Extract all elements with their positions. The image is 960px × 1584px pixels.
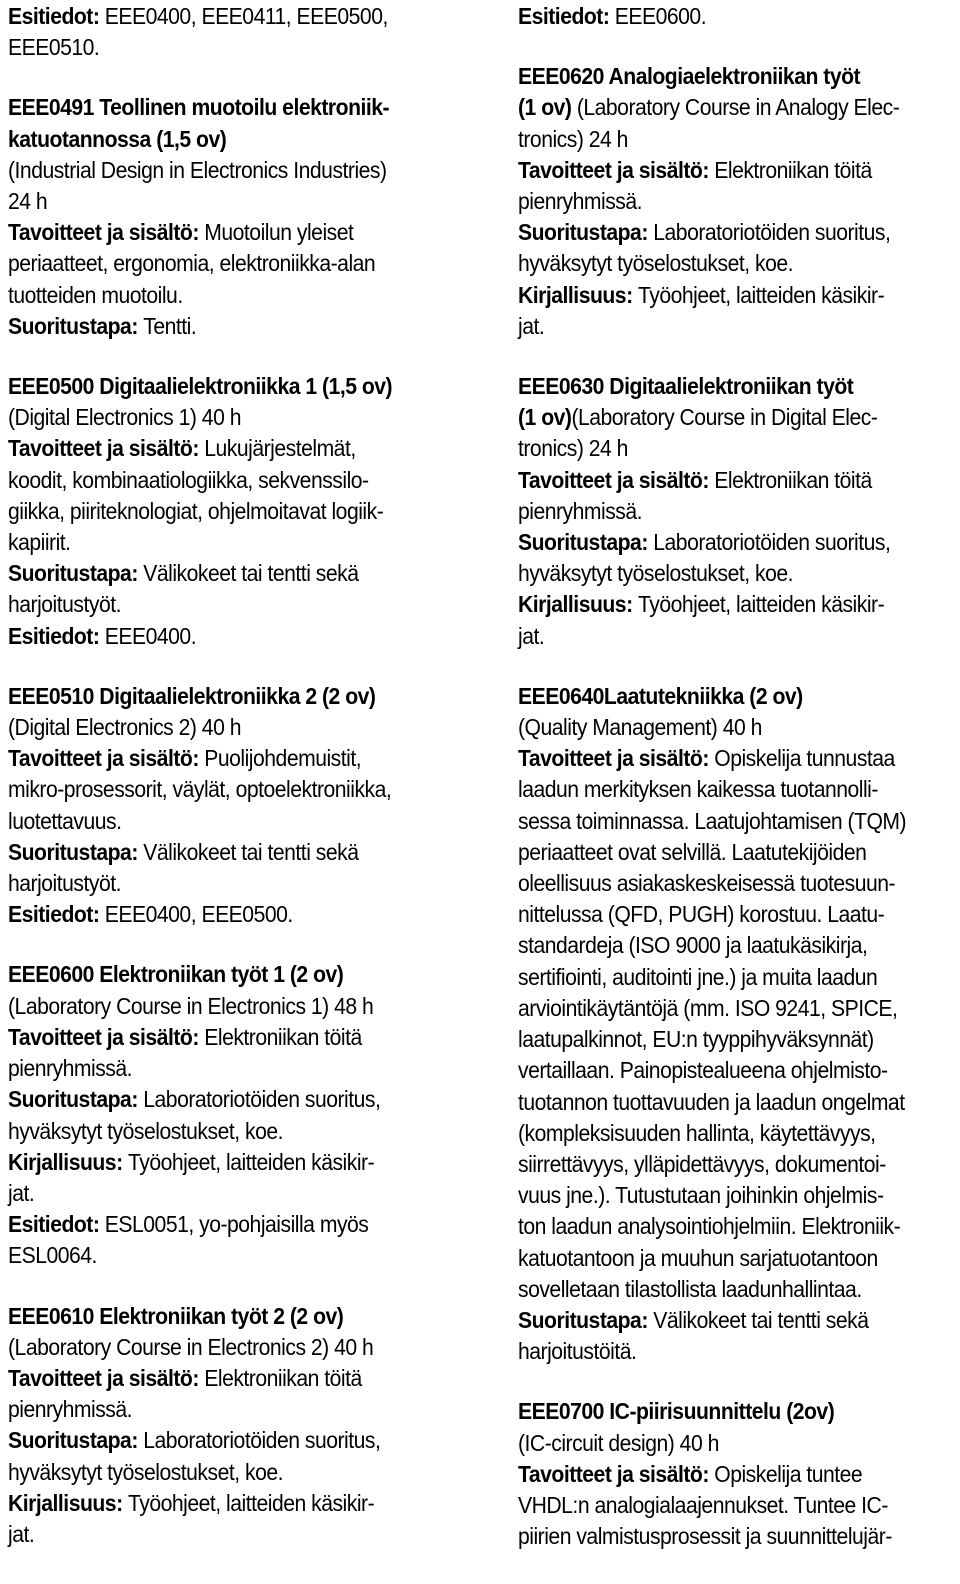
text-line (518, 124, 909, 155)
text-run: pienryhmissä. (518, 188, 643, 215)
text-line (8, 1022, 399, 1053)
right-column (518, 0, 952, 1584)
bold-label: (1 ov) (518, 94, 577, 121)
text-run: EEE0400. (104, 622, 197, 649)
text-line (518, 1336, 909, 1367)
text-line (518, 92, 909, 123)
course-title (518, 1396, 909, 1427)
text-run: piirien valmistusprosessit ja suunnittelujär- (518, 1523, 892, 1550)
text-run: (Laboratory Course in Digital Elec- (571, 404, 878, 431)
bold-label: Suoritustapa: (8, 1086, 144, 1113)
course-title (8, 681, 399, 712)
bold-label: EEE0700 IC-piirisuunnittelu (2ov) (518, 1398, 835, 1425)
text-line (518, 1087, 909, 1118)
bold-label: Kirjallisuus: (518, 591, 639, 618)
text-run: Työohjeet, laitteiden käsikir- (128, 1148, 375, 1175)
text-run: Elektroniikan töitä (204, 1023, 362, 1050)
left-column (8, 0, 442, 1584)
text-run: hyväksytyt työselostukset, koe. (8, 1117, 284, 1144)
text-run: Laboratoriotöiden suoritus, (143, 1427, 381, 1454)
text-run: (Industrial Design in Electronics Industries) (8, 156, 387, 183)
text-run: siirrettävyys, ylläpidettävyys, dokumentoi- (518, 1150, 886, 1177)
text-line (8, 1209, 399, 1240)
text-run: tuotannon tuottavuuden ja laadun ongelmat (518, 1088, 905, 1115)
text-line (518, 1459, 909, 1490)
bold-label: Suoritustapa: (518, 1306, 654, 1333)
text-line (518, 837, 909, 868)
text-line (8, 1053, 399, 1084)
text-run: periaatteet ovat selvillä. Laatutekijöiden (518, 838, 867, 865)
text-line (8, 743, 399, 774)
text-run: hyväksytyt työselostukset, koe. (518, 250, 794, 277)
text-line (8, 186, 399, 217)
text-line (518, 402, 909, 433)
text-run: ESL0051, yo-pohjaisilla myös (104, 1211, 369, 1238)
text-line (518, 217, 909, 248)
text-run: sertifiointi, auditointi jne.) ja muita laadun (518, 963, 878, 990)
bold-label: EEE0491 Teollinen muotoilu elektroniik- (8, 94, 390, 121)
bold-label: EEE0630 Digitaalielektroniikan työt (518, 373, 854, 400)
text-run: standardeja (ISO 9000 ja laatukäsikirja, (518, 932, 868, 959)
text-line (8, 124, 399, 155)
text-run: sessa toiminnassa. Laatujohtamisen (TQM) (518, 807, 907, 834)
text-run: Välikokeet tai tentti sekä (143, 838, 359, 865)
text-run: Laboratoriotöiden suoritus, (653, 529, 891, 556)
text-line (518, 1305, 909, 1336)
text-line (8, 621, 399, 652)
text-line (8, 868, 399, 899)
text-line (518, 962, 909, 993)
text-run: katuotantoon ja muuhun sarjatuotantoon (518, 1244, 878, 1271)
text-run: vertaillaan. Painopistealueena ohjelmisto- (518, 1057, 888, 1084)
text-line (8, 1240, 399, 1271)
text-line (518, 1024, 909, 1055)
text-run: pienryhmissä. (518, 497, 643, 524)
text-run: (kompleksisuuden hallinta, käytettävyys, (518, 1119, 876, 1146)
text-line (518, 1521, 909, 1552)
text-run: sovelletaan tilastollista laadunhallintaa. (518, 1275, 862, 1302)
text-run: Välikokeet tai tentti sekä (143, 560, 359, 587)
text-line (518, 1180, 909, 1211)
course-title (8, 92, 399, 123)
text-run: Muotoilun yleiset (204, 219, 354, 246)
text-line (518, 1428, 909, 1459)
text-run: laatupalkinnot, EU:n tyyppihyväksynnät) (518, 1026, 874, 1053)
text-line (8, 899, 399, 930)
text-run: jat. (8, 1520, 35, 1547)
text-line (518, 774, 909, 805)
course-entry (8, 959, 442, 1271)
bold-label: EEE0620 Analogiaelektroniikan työt (518, 63, 861, 90)
bold-label: Esitiedot: (8, 901, 105, 928)
text-line (8, 155, 399, 186)
text-run: pienryhmissä. (8, 1055, 133, 1082)
text-line (8, 1363, 399, 1394)
bold-label: Tavoitteet ja sisältö: (518, 466, 715, 493)
bold-label: Tavoitteet ja sisältö: (518, 156, 715, 183)
text-line (518, 1243, 909, 1274)
text-line (8, 774, 399, 805)
text-run: ESL0064. (8, 1242, 97, 1269)
course-entry (518, 681, 952, 1367)
text-line (8, 1178, 399, 1209)
text-run: kapiirit. (8, 529, 71, 556)
text-run: EEE0510. (8, 34, 100, 61)
text-run: (Digital Electronics 2) 40 h (8, 714, 242, 741)
text-line (8, 280, 399, 311)
bold-label: Tavoitteet ja sisältö: (8, 219, 205, 246)
bold-label: EEE0640Laatutekniikka (2 ov) (518, 682, 803, 709)
text-line (8, 558, 399, 589)
text-line (518, 1, 909, 32)
text-run: harjoitustöitä. (518, 1338, 637, 1365)
text-run: Laboratoriotöiden suoritus, (653, 219, 891, 246)
text-line (8, 527, 399, 558)
text-run: jat. (518, 622, 545, 649)
text-line (8, 1488, 399, 1519)
text-run: (Laboratory Course in Electronics 2) 40 h (8, 1333, 374, 1360)
course-entry (518, 371, 952, 652)
text-line (8, 1, 399, 32)
bold-label: EEE0510 Digitaalielektroniikka 2 (2 ov) (8, 682, 376, 709)
text-run: periaatteet, ergonomia, elektroniikka-alan (8, 250, 376, 277)
bold-label: Tavoitteet ja sisältö: (8, 435, 205, 462)
text-run: Työohjeet, laitteiden käsikir- (638, 591, 885, 618)
text-run: jat. (518, 312, 545, 339)
text-line (518, 1211, 909, 1242)
course-entry (8, 92, 442, 342)
bold-label: Tavoitteet ja sisältö: (8, 1023, 205, 1050)
text-run: EEE0600. (614, 3, 707, 29)
text-line (518, 712, 909, 743)
text-line (8, 1425, 399, 1456)
text-run: Työohjeet, laitteiden käsikir- (638, 281, 885, 308)
text-run: Opiskelija tunnustaa (714, 745, 895, 772)
course-entry (8, 1301, 442, 1551)
text-run: Välikokeet tai tentti sekä (653, 1306, 869, 1333)
text-line (8, 991, 399, 1022)
course-entry (8, 681, 442, 931)
text-run: vuus jne.). Tutustutaan joihinkin ohjelmis- (518, 1182, 884, 1209)
text-run: nittelussa (QFD, PUGH) korostuu. Laatu- (518, 901, 885, 928)
text-run: hyväksytyt työselostukset, koe. (8, 1458, 284, 1485)
text-line (8, 465, 399, 496)
course-entry (518, 61, 952, 342)
text-line (518, 311, 909, 342)
bold-label: Esitiedot: (8, 622, 105, 649)
bold-label: (1 ov) (518, 404, 572, 431)
text-line (8, 311, 399, 342)
bold-label: Tavoitteet ja sisältö: (518, 1460, 715, 1487)
bold-label: katuotannossa (1,5 ov) (8, 125, 227, 152)
text-run: jat. (8, 1179, 35, 1206)
text-line (518, 527, 909, 558)
text-run: Elektroniikan töitä (714, 156, 872, 183)
continued-text (518, 1, 952, 32)
text-line (518, 248, 909, 279)
text-line (518, 743, 909, 774)
text-run: EEE0400, EEE0500. (104, 901, 293, 928)
bold-label: Esitiedot: (8, 3, 105, 29)
bold-label: Esitiedot: (8, 1211, 105, 1238)
text-run: arviointikäytäntöjä (mm. ISO 9241, SPICE, (518, 994, 898, 1021)
text-line (8, 837, 399, 868)
text-line (8, 1147, 399, 1178)
text-line (518, 589, 909, 620)
bold-label: Tavoitteet ja sisältö: (518, 745, 715, 772)
text-line (8, 496, 399, 527)
text-line (518, 496, 909, 527)
bold-label: EEE0610 Elektroniikan työt 2 (2 ov) (8, 1302, 344, 1329)
bold-label: Esitiedot: (518, 3, 615, 29)
text-line (518, 155, 909, 186)
course-title (518, 681, 909, 712)
bold-label: Suoritustapa: (8, 1427, 144, 1454)
text-run: (Laboratory Course in Analogy Elec- (576, 94, 900, 121)
text-line (518, 558, 909, 589)
text-line (8, 1394, 399, 1425)
text-run: (Laboratory Course in Electronics 1) 48 h (8, 992, 374, 1019)
continued-text (8, 1, 442, 63)
text-run: harjoitustyöt. (8, 870, 121, 897)
text-run: oleellisuus asiakaskeskeisessä tuotesuun- (518, 870, 896, 897)
text-line (8, 1332, 399, 1363)
text-line (518, 1274, 909, 1305)
text-line (8, 806, 399, 837)
text-run: tuotteiden muotoilu. (8, 281, 183, 308)
text-run: Elektroniikan töitä (204, 1364, 362, 1391)
text-line (518, 1490, 909, 1521)
bold-label: Suoritustapa: (518, 219, 654, 246)
text-run: Tentti. (143, 312, 197, 339)
course-title (8, 1301, 399, 1332)
bold-label: Kirjallisuus: (8, 1148, 129, 1175)
text-run: tronics) 24 h (518, 125, 628, 152)
text-run: Lukujärjestelmät, (204, 435, 356, 462)
text-line (8, 1084, 399, 1115)
text-run: ton laadun analysointiohjelmiin. Elektroniik- (518, 1213, 901, 1240)
bold-label: Kirjallisuus: (518, 281, 639, 308)
text-run: EEE0400, EEE0411, EEE0500, (104, 3, 388, 29)
text-run: hyväksytyt työselostukset, koe. (518, 560, 794, 587)
text-line (8, 712, 399, 743)
text-line (518, 899, 909, 930)
text-run: tronics) 24 h (518, 435, 628, 462)
text-line (8, 217, 399, 248)
text-run: Puolijohdemuistit, (204, 745, 362, 772)
text-line (8, 1116, 399, 1147)
text-line (518, 993, 909, 1024)
text-line (518, 186, 909, 217)
text-line (8, 1457, 399, 1488)
text-line (8, 402, 399, 433)
course-title (8, 959, 399, 990)
text-run: Elektroniikan töitä (714, 466, 872, 493)
text-line (518, 806, 909, 837)
text-run: (Digital Electronics 1) 40 h (8, 404, 242, 431)
text-run: VHDL:n analogialaajennukset. Tuntee IC- (518, 1491, 888, 1518)
text-line (518, 1118, 909, 1149)
text-run: Opiskelija tuntee (714, 1460, 863, 1487)
text-line (8, 589, 399, 620)
text-run: Laboratoriotöiden suoritus, (143, 1086, 381, 1113)
bold-label: Suoritustapa: (8, 560, 144, 587)
course-entry (8, 371, 442, 652)
bold-label: Tavoitteet ja sisältö: (8, 1364, 205, 1391)
text-line (518, 280, 909, 311)
text-run: Työohjeet, laitteiden käsikir- (128, 1489, 375, 1516)
text-line (8, 248, 399, 279)
course-title (518, 371, 909, 402)
course-entry (518, 1396, 952, 1552)
text-line (518, 621, 909, 652)
text-line (518, 1055, 909, 1086)
text-line (8, 433, 399, 464)
text-run: (IC-circuit design) 40 h (518, 1429, 719, 1456)
text-line (8, 1519, 399, 1550)
bold-label: Suoritustapa: (8, 838, 144, 865)
course-title (518, 61, 909, 92)
bold-label: EEE0500 Digitaalielektroniikka 1 (1,5 ov) (8, 373, 393, 400)
bold-label: Kirjallisuus: (8, 1489, 129, 1516)
course-title (8, 371, 399, 402)
text-run: 24 h (8, 188, 48, 215)
bold-label: Suoritustapa: (518, 529, 654, 556)
text-line (518, 433, 909, 464)
text-line (518, 930, 909, 961)
text-run: giikka, piiriteknologiat, ohjelmoitavat logiik- (8, 497, 384, 524)
text-run: harjoitustyöt. (8, 591, 121, 618)
text-line (8, 32, 399, 63)
bold-label: Suoritustapa: (8, 312, 144, 339)
text-run: laadun merkityksen kaikessa tuotannolli- (518, 776, 878, 803)
text-line (518, 868, 909, 899)
bold-label: EEE0600 Elektroniikan työt 1 (2 ov) (8, 961, 344, 988)
text-run: koodit, kombinaatiologiikka, sekvenssilo- (8, 466, 369, 493)
text-line (518, 1149, 909, 1180)
text-run: (Quality Management) 40 h (518, 714, 762, 741)
text-run: pienryhmissä. (8, 1396, 133, 1423)
text-run: mikro-prosessorit, väylät, optoelektroniikka, (8, 776, 392, 803)
text-line (518, 465, 909, 496)
bold-label: Tavoitteet ja sisältö: (8, 745, 205, 772)
text-run: luotettavuus. (8, 807, 122, 834)
